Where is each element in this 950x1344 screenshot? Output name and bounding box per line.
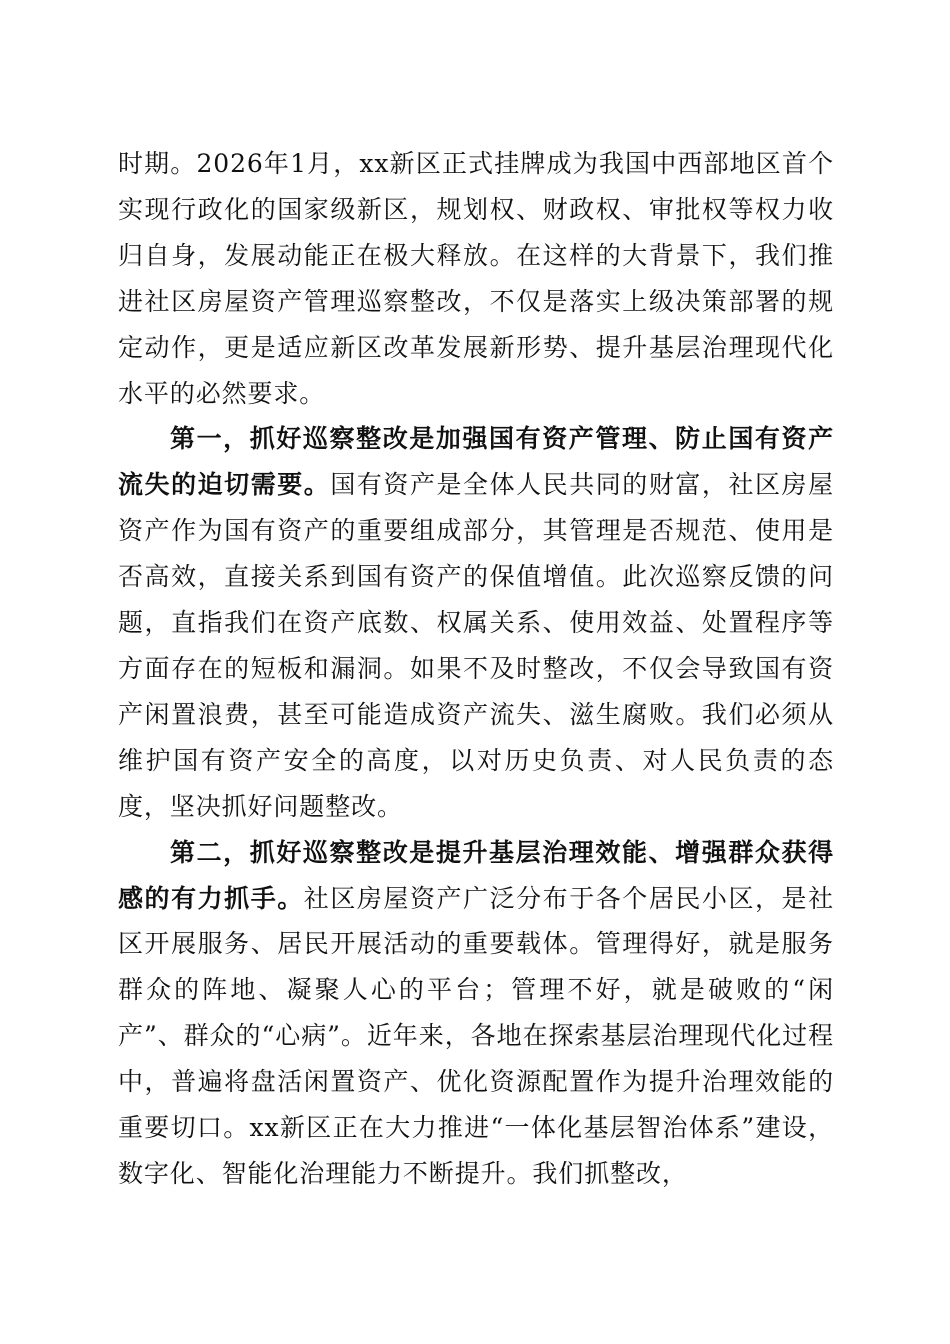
paragraph-lead-heading: 第二，抓好巡察整改是提升基层治理效能、增强群众获得感的有力抓手。 (118, 837, 834, 913)
paragraph-second-point (118, 830, 834, 1197)
document-body (118, 141, 834, 1197)
paragraph-lead-heading: 第一，抓好巡察整改是加强国有资产管理、防止国有资产流失的迫切需要。 (118, 424, 834, 500)
paragraph-first-point (118, 416, 834, 829)
paragraph-text: 时期。2026年1月，xx新区正式挂牌成为我国中西部地区首个实现行政化的国家级新区，规划权、财政权、审批权等权力收归自身，发展动能正在极大释放。在这样的大背景下，我们推进社区房屋资产管理巡察整改，不仅是落实上级决策部署的规定动作，更是适应新区改革发展新形势、提升基层治理现代化水平的必然要求。 (118, 149, 834, 408)
paragraph-text: 社区房屋资产广泛分布于各个居民小区，是社区开展服务、居民开展活动的重要载体。管理得好，就是服务群众的阵地、凝聚人心的平台；管理不好，就是破败的“闲产”、群众的“心病”。近年来，各地在探索基层治理现代化过程中，普遍将盘活闲置资产、优化资源配置作为提升治理效能的重要切口。xx新区正在大力推进“一体化基层智治体系”建设，数字化、智能化治理能力不断提升。我们抓整改， (118, 883, 834, 1188)
paragraph-text: 国有资产是全体人民共同的财富，社区房屋资产作为国有资产的重要组成部分，其管理是否规范、使用是否高效，直接关系到国有资产的保值增值。此次巡察反馈的问题，直指我们在资产底数、权属关系、使用效益、处置程序等方面存在的短板和漏洞。如果不及时整改，不仅会导致国有资产闲置浪费，甚至可能造成资产流失、滋生腐败。我们必须从维护国有资产安全的高度，以对历史负责、对人民负责的态度，坚决抓好问题整改。 (118, 470, 834, 821)
paragraph-context (118, 141, 834, 416)
